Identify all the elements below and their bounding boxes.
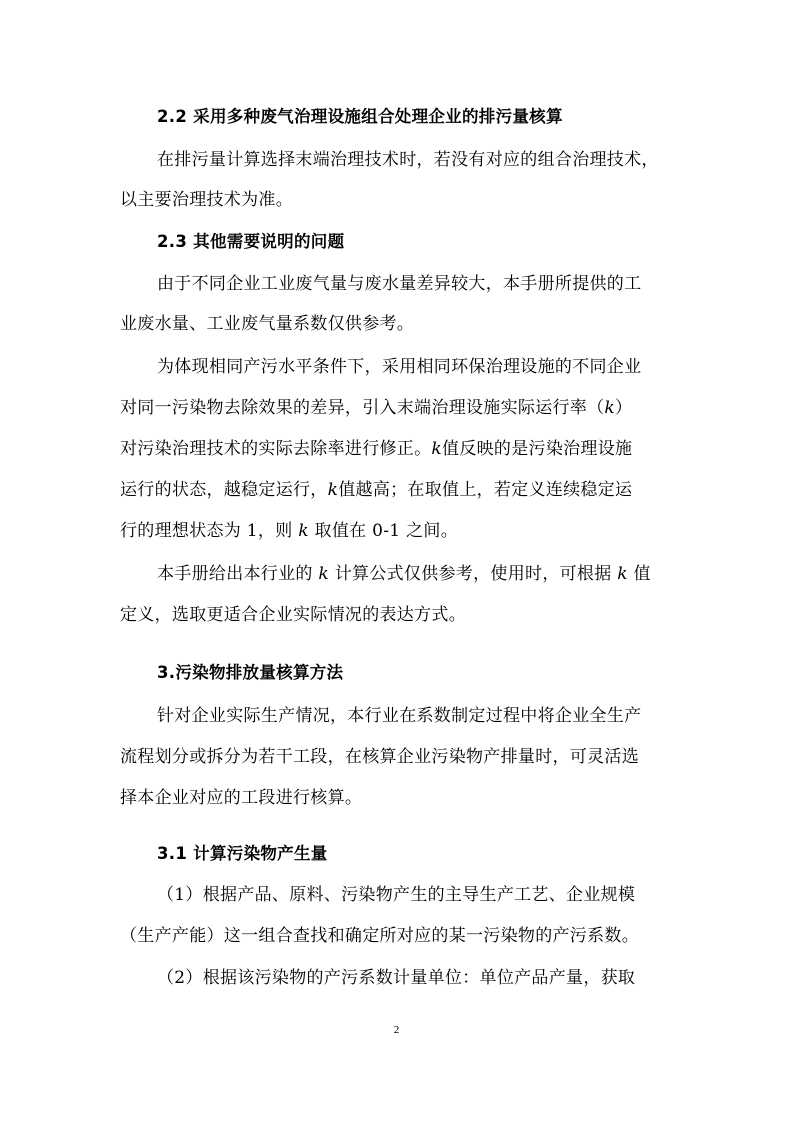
- paragraph-line: 运行的状态，越稳定运行，k值越高；在取值上，若定义连续稳定运: [120, 480, 633, 500]
- paragraph-line: 在排污量计算选择末端治理技术时，若没有对应的组合治理技术，: [157, 150, 659, 170]
- paragraph-line: 定义，选取更适合企业实际情况的表达方式。: [120, 605, 466, 625]
- paragraph-line: 为体现相同产污水平条件下，采用相同环保治理设施的不同企业: [157, 357, 642, 377]
- paragraph-line: 对同一污染物去除效果的差异，引入末端治理设施实际运行率（k）: [120, 398, 633, 418]
- page-number: 2: [393, 1024, 400, 1036]
- paragraph-line: 由于不同企业工业废气量与废水量差异较大，本手册所提供的工: [157, 274, 642, 294]
- section-2-3-heading: 2.3 其他需要说明的问题: [157, 232, 345, 251]
- paragraph-line: （1）根据产品、原料、污染物产生的主导生产工艺、企业规模: [157, 885, 636, 905]
- section-3-heading: 3.污染物排放量核算方法: [157, 663, 344, 682]
- section-3-1-heading: 3.1 计算污染物产生量: [157, 844, 328, 863]
- paragraph-line: 业废水量、工业废气量系数仅供参考。: [120, 314, 415, 334]
- paragraph-line: 针对企业实际生产情况，本行业在系数制定过程中将企业全生产: [157, 706, 642, 726]
- section-2-2-heading: 2.2 采用多种废气治理设施组合处理企业的排污量核算: [157, 107, 563, 126]
- paragraph-line: 本手册给出本行业的 k 计算公式仅供参考，使用时，可根据 k 值: [157, 564, 651, 584]
- paragraph-line: 对污染治理技术的实际去除率进行修正。k值反映的是污染治理设施: [120, 439, 633, 459]
- paragraph-line: （2）根据该污染物的产污系数计量单位：单位产品产量，获取: [157, 968, 636, 988]
- paragraph-line: （生产产能）这一组合查找和确定所对应的某一污染物的产污系数。: [120, 926, 639, 946]
- paragraph-line: 行的理想状态为 1，则 k 取值在 0-1 之间。: [120, 521, 459, 541]
- paragraph-line: 择本企业对应的工段进行核算。: [120, 788, 363, 808]
- paragraph-line: 以主要治理技术为准。: [120, 190, 293, 210]
- paragraph-line: 流程划分或拆分为若干工段，在核算企业污染物产排量时，可灵活选: [120, 747, 639, 767]
